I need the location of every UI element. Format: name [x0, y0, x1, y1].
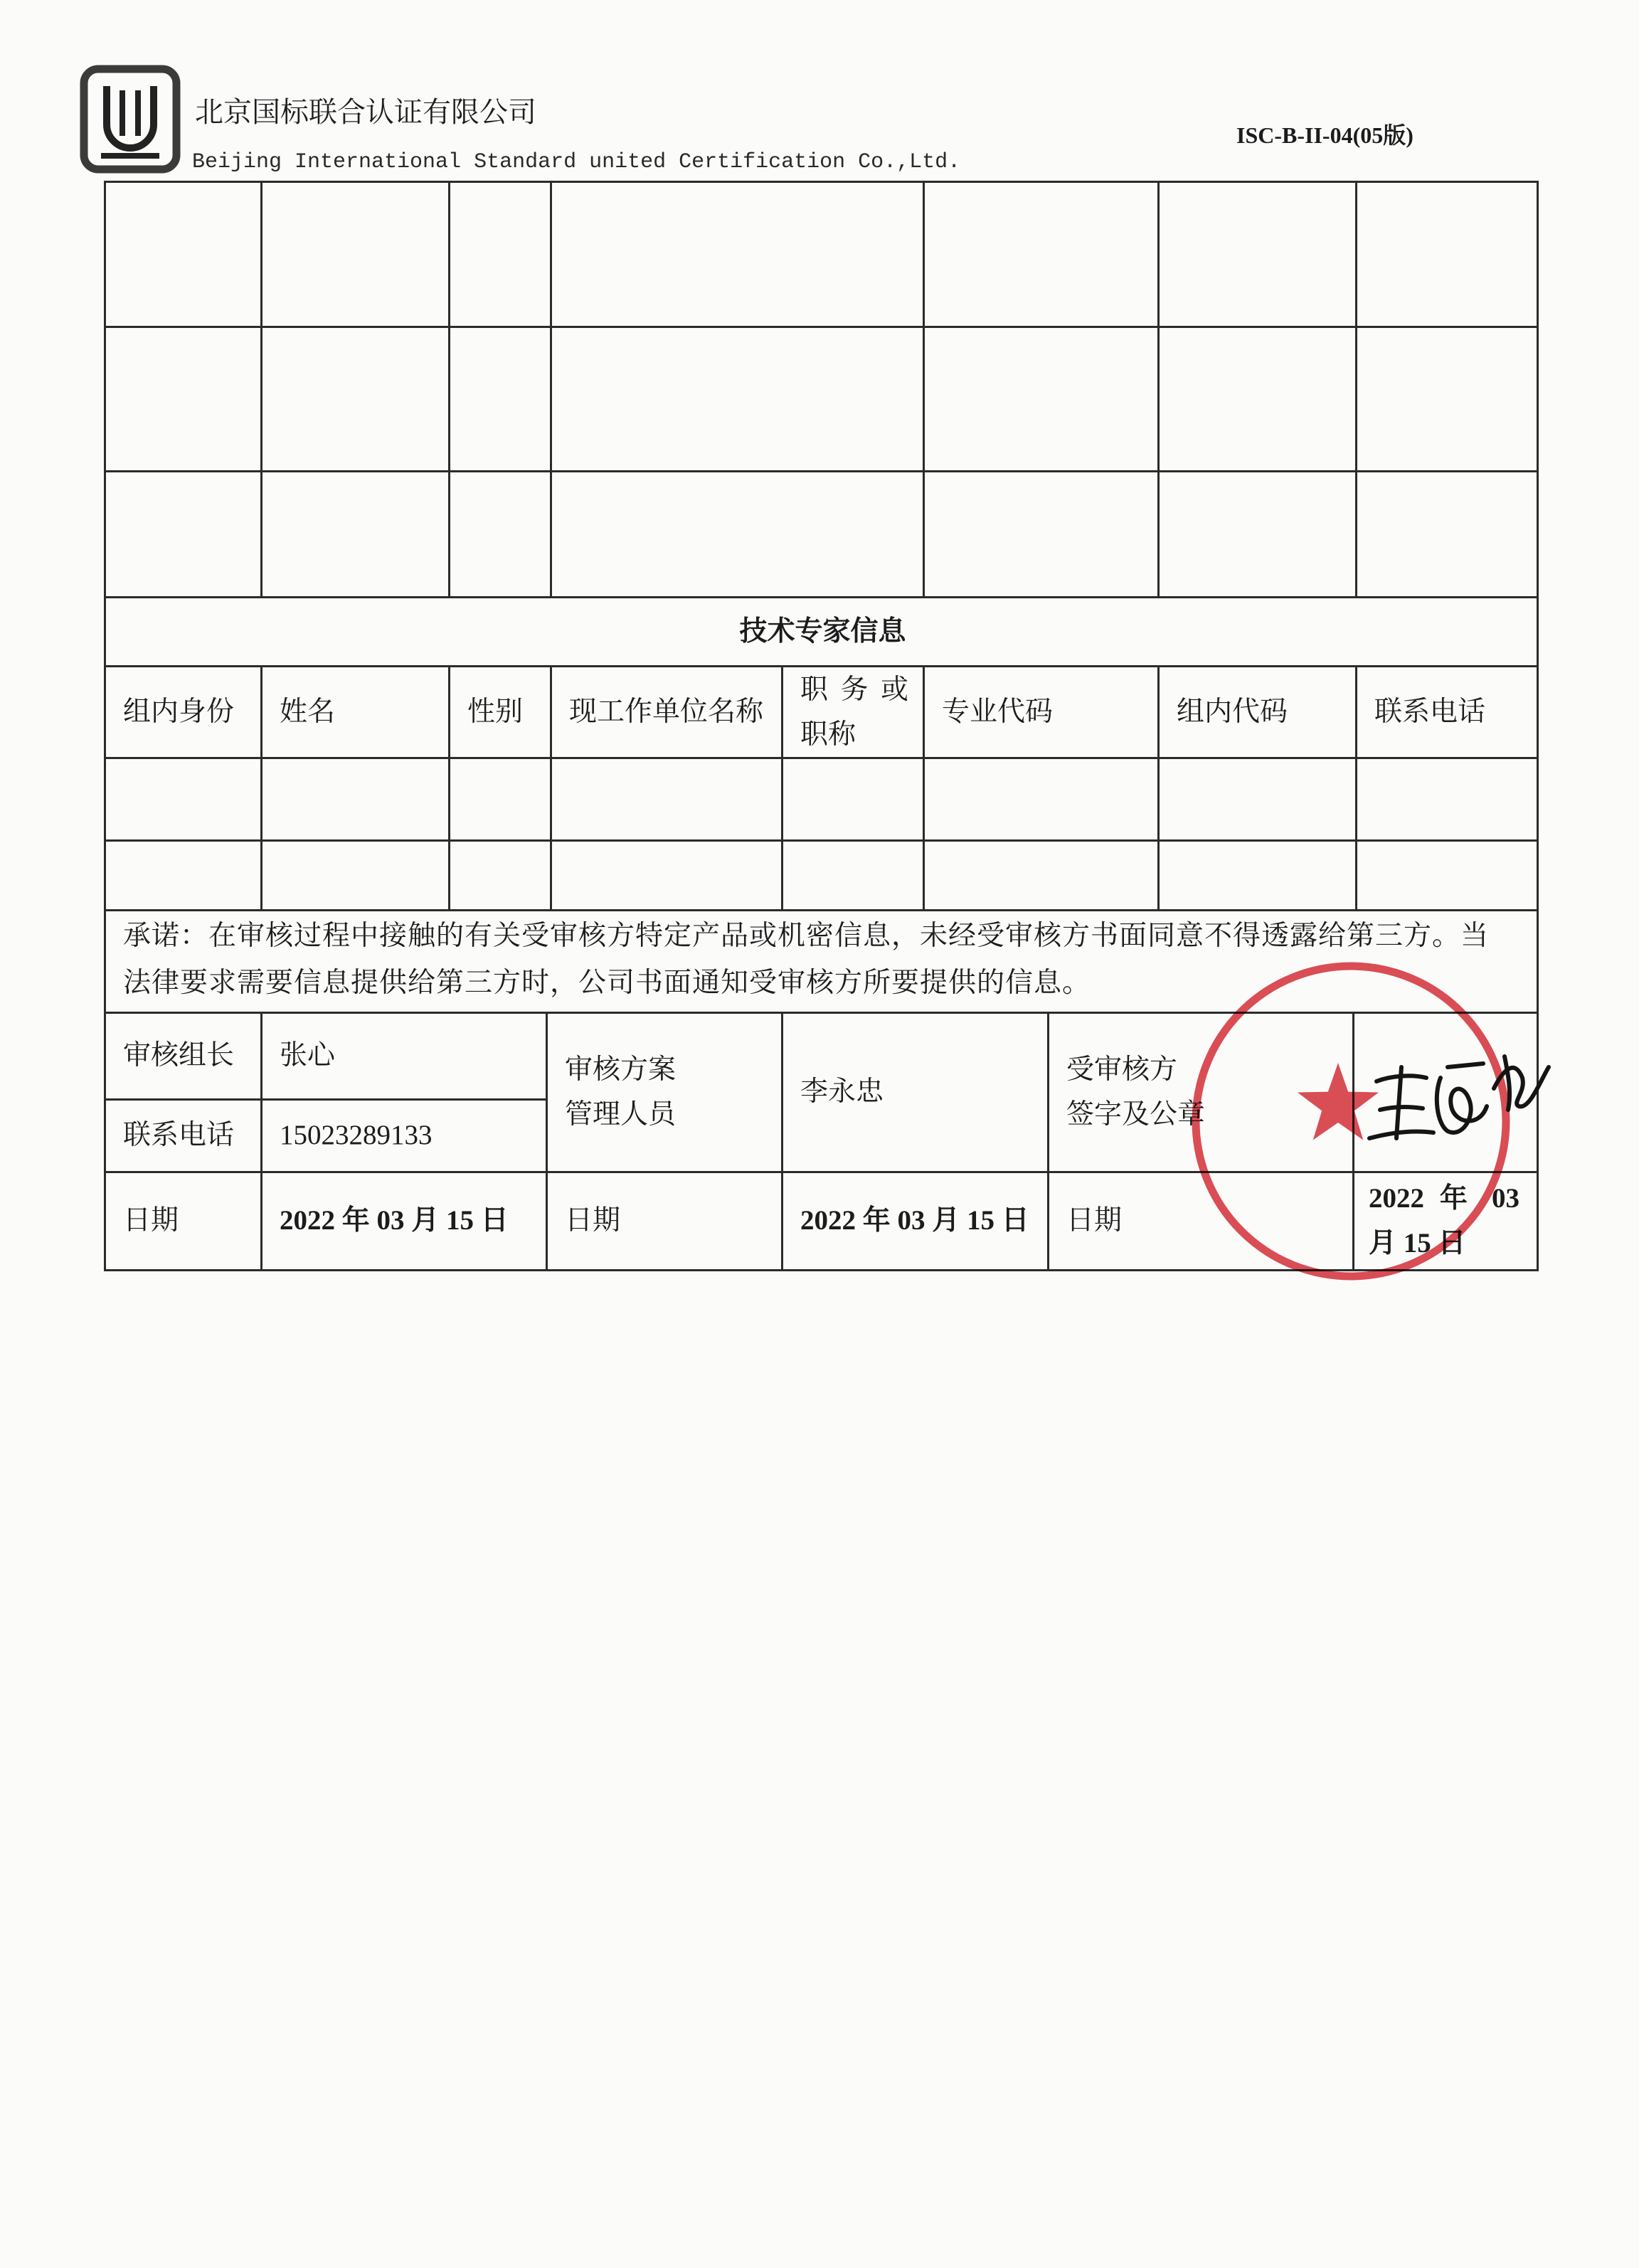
blank-cell: [105, 327, 262, 472]
blank-cell: [450, 182, 551, 327]
date-label: 日期: [105, 1172, 262, 1270]
signature-stroke: [1437, 1078, 1487, 1133]
blank-cell: [105, 758, 262, 841]
blank-cell: [105, 841, 262, 911]
commitment-line: 承诺：在审核过程中接触的有关受审核方特定产品或机密信息，未经受审核方书面同意不得透露给第三方。当: [123, 921, 1490, 952]
team-member-row: [105, 327, 1538, 472]
signature-stroke: [1448, 1064, 1483, 1067]
commitment-line: 法律要求需要信息提供给第三方时，公司书面通知受审核方所要提供的信息。: [123, 968, 1091, 999]
blank-cell: [924, 472, 1159, 598]
blank-cell: [1159, 472, 1357, 598]
auditee-label-line2: 签字及公章: [1066, 1099, 1206, 1130]
blank-cell: [783, 841, 924, 911]
blank-cell: [551, 182, 924, 327]
header-position-line2: 职称: [800, 719, 856, 750]
column-header-row: [105, 667, 1538, 758]
blank-cell: [1357, 327, 1538, 472]
header-specialty-code: 专业代码: [924, 667, 1159, 758]
blank-cell: [924, 327, 1159, 472]
header-phone: 联系电话: [1357, 667, 1538, 758]
expert-row: [105, 841, 1538, 911]
signature-stroke: [1505, 1056, 1510, 1110]
blank-cell: [1159, 182, 1357, 327]
blank-cell: [450, 472, 551, 598]
blank-cell: [262, 182, 450, 327]
program-manager-label: [547, 1012, 783, 1172]
header-group-code: 组内代码: [1159, 667, 1357, 758]
signature-stroke: [1380, 1107, 1423, 1110]
auditee-label-line1: 受审核方: [1066, 1054, 1178, 1085]
blank-cell: [924, 758, 1159, 841]
blank-cell: [551, 327, 924, 472]
blank-cell: [105, 472, 262, 598]
header-position: [783, 667, 924, 758]
blank-cell: [450, 841, 551, 911]
handwritten-signature-icon: [1362, 1039, 1554, 1152]
date-label: 日期: [547, 1172, 783, 1270]
blank-cell: [262, 327, 450, 472]
blank-cell: [1357, 182, 1538, 327]
team-member-row: [105, 182, 1538, 327]
team-leader-name: 张心: [262, 1012, 547, 1099]
blank-cell: [1357, 841, 1538, 911]
auditee-date-line2: 月 15 日: [1369, 1228, 1466, 1258]
blank-cell: [450, 758, 551, 841]
blank-cell: [783, 758, 924, 841]
company-name-en: Beijing International Standard united Certification Co.,Ltd.: [192, 150, 961, 174]
team-leader-date: 2022 年 03 月 15 日: [262, 1172, 547, 1270]
phone-label: 联系电话: [105, 1099, 262, 1172]
blank-cell: [1357, 472, 1538, 598]
header-employer: 现工作单位名称: [551, 667, 783, 758]
blank-cell: [1159, 758, 1357, 841]
blank-cell: [924, 182, 1159, 327]
isc-logo-icon: [80, 65, 181, 174]
blank-cell: [924, 841, 1159, 911]
auditee-date-line1: 2022 年 03: [1369, 1183, 1520, 1214]
date-label: 日期: [1049, 1172, 1354, 1270]
blank-cell: [105, 182, 262, 327]
section-title-row: [105, 598, 1538, 667]
header-role: 组内身份: [105, 667, 262, 758]
program-manager-date: 2022 年 03 月 15 日: [783, 1172, 1049, 1270]
program-manager-label-line1: 审核方案: [565, 1054, 677, 1085]
header-gender: 性别: [450, 667, 551, 758]
header-name: 姓名: [262, 667, 450, 758]
company-name-cn: 北京国标联合认证有限公司: [195, 96, 536, 128]
signature-stroke: [1494, 1067, 1549, 1106]
phone-value: 15023289133: [262, 1099, 547, 1172]
expert-row: [105, 758, 1538, 841]
header-position-line1: 职 务 或: [800, 674, 908, 705]
blank-cell: [551, 472, 924, 598]
blank-cell: [1357, 758, 1538, 841]
form-code: ISC-B-II-04(05版): [1236, 122, 1413, 148]
blank-cell: [262, 758, 450, 841]
blank-cell: [551, 841, 783, 911]
section-title: 技术专家信息: [105, 598, 1538, 667]
blank-cell: [262, 472, 450, 598]
team-member-row: [105, 472, 1538, 598]
blank-cell: [450, 327, 551, 472]
blank-cell: [1159, 841, 1357, 911]
blank-cell: [551, 758, 783, 841]
program-manager-label-line2: 管理人员: [565, 1099, 677, 1130]
expert-table: [104, 181, 1539, 911]
program-manager-name: 李永忠: [783, 1012, 1049, 1172]
team-leader-label: 审核组长: [105, 1012, 262, 1099]
blank-cell: [1159, 327, 1357, 472]
logo-cup: [107, 86, 154, 148]
signature-stroke: [1369, 1131, 1433, 1138]
blank-cell: [262, 841, 450, 911]
